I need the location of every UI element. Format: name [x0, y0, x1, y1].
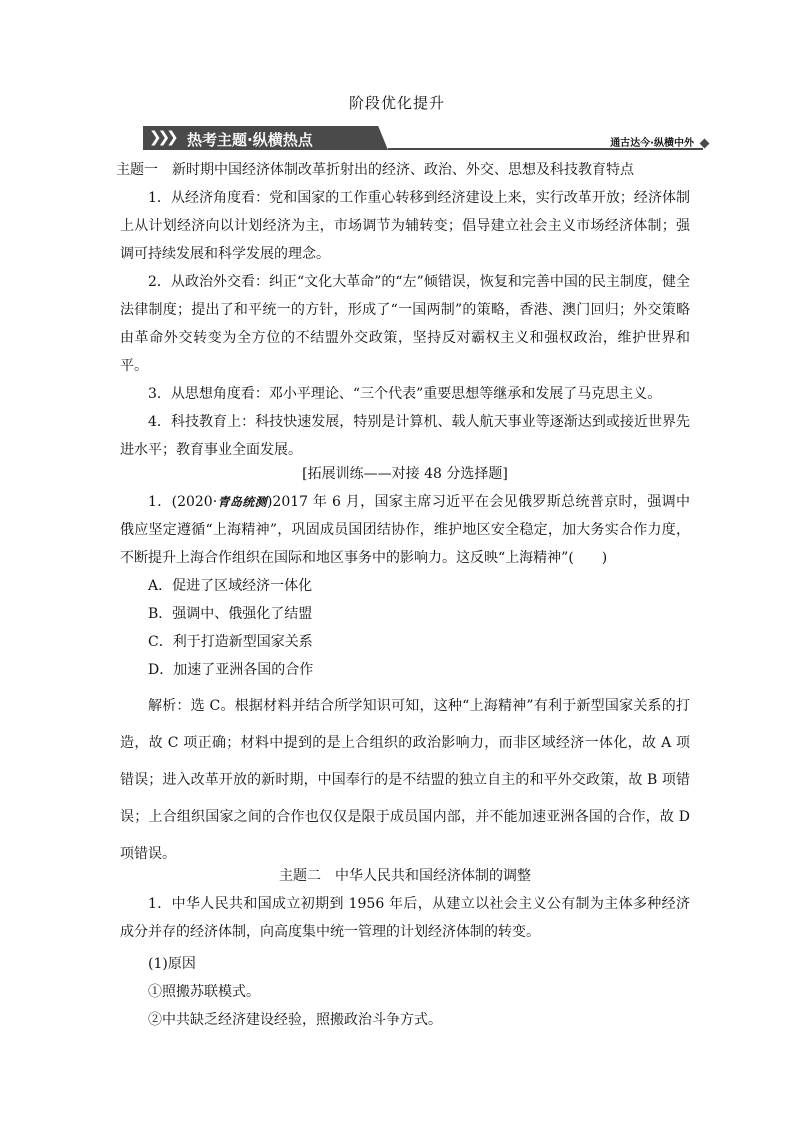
topic2-subheading-cause: (1)原因	[148, 956, 196, 972]
topic1-paragraph-1: 1．从经济角度看：党和国家的工作重心转移到经济建设上来，实行改革开放；经济体制上从计划经济向以计划经济为主，市场调节为辅转变；倡导建立社会主义市场经济体制；强调可持续发展和科学发展的理念。	[120, 190, 690, 262]
banner-slogan: 通古达今·纵横中外	[610, 138, 694, 149]
topic1-paragraph-3: 3．从思想角度看：邓小平理论、“三个代表”重要思想等继承和发展了马克思主义。	[148, 386, 662, 402]
question-1	[120, 488, 690, 572]
topic2-reason-1: ①照搬苏联模式。	[148, 984, 260, 1000]
practice-heading: [拓展训练——对接 48 分选择题]	[302, 466, 508, 482]
question-1-analysis: 解析：选 C。根据材料并结合所学知识可知，这种“上海精神”有利于新型国家关系的打造，故 C 项正确；材料中提到的是上合组织的政治影响力，而非区域经济一体化，故 A 项错误；进入改革开放的新时期，中国奉行的是不结盟的独立自主的和平外交政策，故 B 项错误；上合组织国家之间的合作也仅仅是限于成员国内部，并不能加速亚洲各国的合作，故 D 项错误。	[120, 698, 690, 862]
topic2-section	[120, 862, 690, 1034]
topic1-heading: 主题一 新时期中国经济体制改革折射出的经济、政治、外交、思想及科技教育特点	[116, 162, 634, 178]
topic2-reason-2: ②中共缺乏经济建设经验，照搬政治斗争方式。	[148, 1012, 442, 1028]
topic2-paragraph-1: 1．中华人民共和国成立初期到 1956 年后，从建立以社会主义公有制为主体多种经济成分并存的经济体制，向高度集中统一管理的计划经济体制的转变。	[120, 896, 690, 940]
page-title: 阶段优化提升	[348, 94, 445, 112]
topic1-paragraph-2: 2．从政治外交看：纠正“文化大革命”的“左”倾错误，恢复和完善中国的民主制度，健全法律制度；提出了和平统一的方针，形成了“一国两制”的策略，香港、澳门回归；外交策略由革命外交转变为全方位的不结盟外交政策，坚持反对霸权主义和强权政治，维护世界和平。	[120, 274, 690, 374]
question-1-number: 1．(2020·	[148, 494, 218, 510]
banner-label: 热考主题·纵横热点	[187, 131, 313, 149]
option-a: A．促进了区域经济一体化	[148, 578, 313, 594]
chevron-right-icon: ❯❯❯	[149, 128, 175, 146]
option-c: C．利于打造新型国家关系	[148, 634, 313, 650]
question-1-source: 青岛统测	[217, 495, 267, 509]
question-1-text: )2017 年 6 月，国家主席习近平在会见俄罗斯总统普京时，强调中俄应坚定遵循“上海精神”，巩固成员国团结协作，维护地区安全稳定，加大务实合作力度，不断提升上海合作组织在国际和地区事务中的影响力。这反映“上海精神”( )	[120, 494, 690, 566]
practice-section	[120, 460, 690, 873]
diamond-icon	[700, 139, 710, 149]
topic1-paragraph-4: 4．科技教育上：科技快速发展，特别是计算机、载人航天事业等逐渐达到或接近世界先进水平；教育事业全面发展。	[120, 414, 690, 458]
option-d: D．加速了亚洲各国的合作	[148, 662, 314, 678]
option-b: B．强调中、俄强化了结盟	[148, 606, 313, 622]
section-banner	[143, 126, 708, 152]
topic1-section	[116, 156, 690, 464]
topic2-heading: 主题二 中华人民共和国经济体制的调整	[279, 868, 531, 884]
